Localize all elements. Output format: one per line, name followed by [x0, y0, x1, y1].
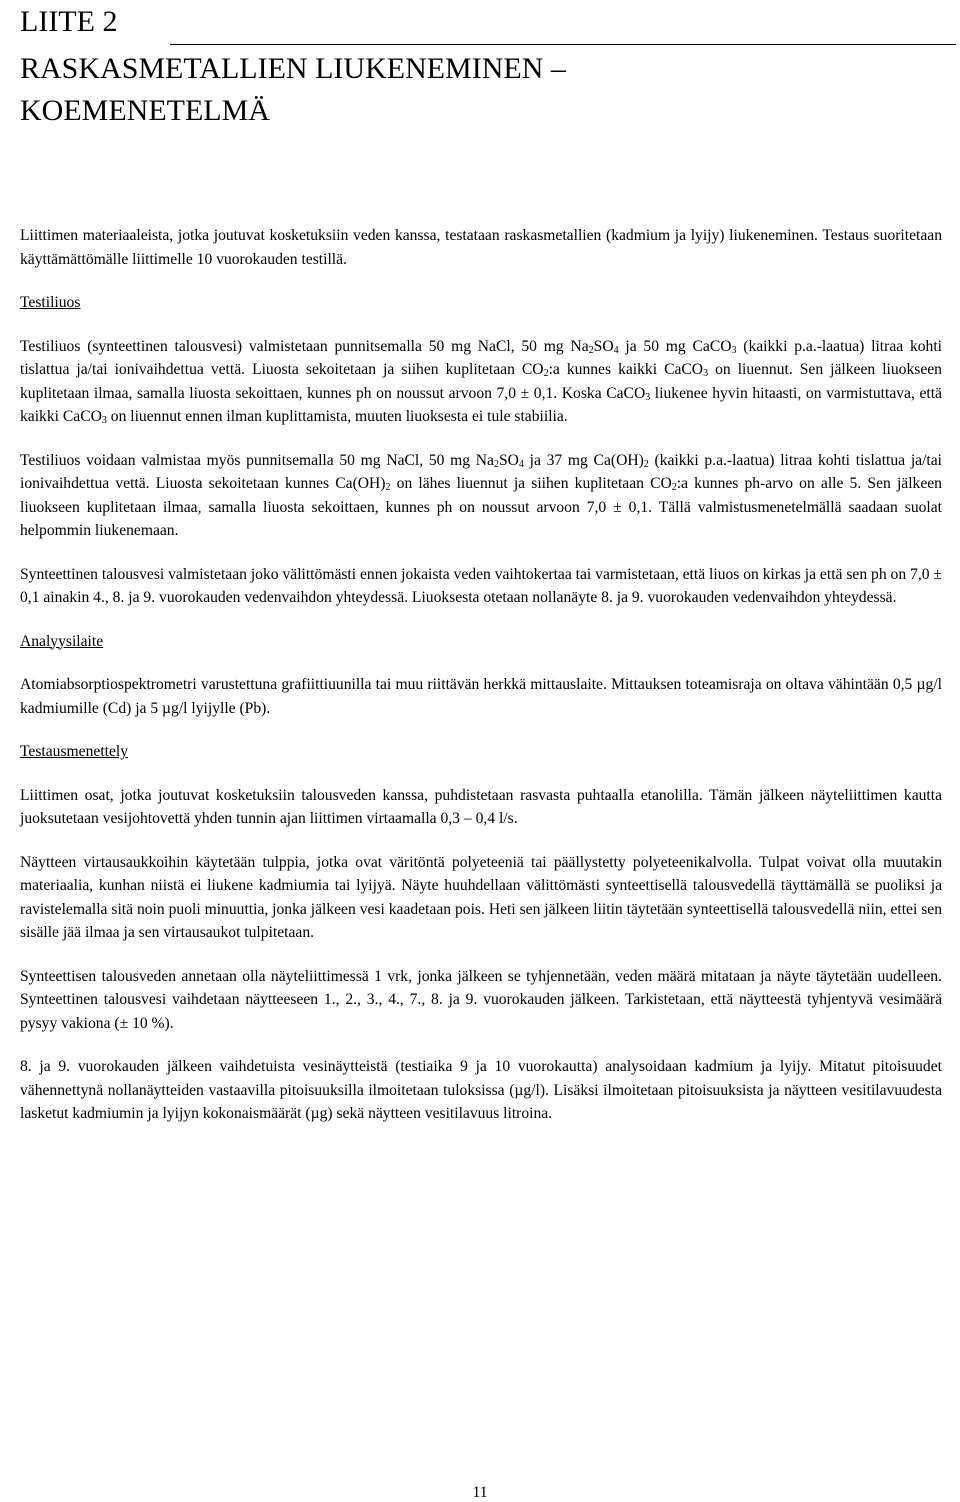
page-number: 11 — [472, 1484, 488, 1501]
testausmenettely-paragraph-3: Synteettisen talousveden annetaan olla näyteliittimessä 1 vrk, jonka jälkeen se tyhjennetään, veden määrä mitataan ja näyte täytetään uudelleen. Synteettinen talousvesi vaihdetaan näytteeseen 1., 2., 3., 4., 7., 8. ja 9. vuorokauden jälkeen. Tarkistetaan, että näytteestä tyhjentyvä vesimäärä pysyy vakiona (± 10 %). — [20, 967, 942, 1032]
testiliuos-paragraph-1: Testiliuos (synteettinen talousvesi) valmistetaan punnitsemalla 50 mg NaCl, 50 mg $Na_2SO_4$ ja 50 mg CaCO$_3$ (kaikki p.a.-laatua) litraa kohti tislattua ja/tai ionivaihdettua vettä. Liuosta sekoitetaan ja siihen kuplitetaan $CO_2:a$ kunnes kaikki CaCO$_3$ on liuennut. Sen jälkeen liuokseen kuplitetaan ilmaa, samalla liuosta sekoittaen, kunnes ph on noussut arvoon 7,0 ± 0,1. Koska CaCO$_3$ liukenee hyvin hitaasti, on varmistuttava, että kaikki CaCO$_3$ on liuennut ennen ilman kuplittamista, muuten liuoksesta ei tule stabiilia. — [20, 337, 942, 426]
section-heading-testausmenettely: Testausmenettely — [20, 743, 129, 760]
analyysilaite-paragraph: Atomiabsorptiospektrometri varustettuna grafiittiuunilla tai muu riittävän herkkä mittauslaite. Mittauksen toteamisraja on oltava vähintään 0,5 µg/l kadmiumille (Cd) ja 5 µg/l lyijylle (Pb). — [20, 676, 942, 717]
page-title — [20, 48, 956, 132]
testiliuos-paragraph-3: Synteettinen talousvesi valmistetaan joko välittömästi ennen jokaista veden vaihtokertaa tai varmistetaan, että liuos on kirkas ja että sen ph on 7,0 ± 0,1 ainakin 4., 8. ja 9. vuorokauden vedenvaihdon yhteydessä. Liuoksesta otetaan nollanäyte 8. ja 9. vuorokauden vedenvaihdon yhteydessä. — [20, 565, 942, 606]
header-divider — [170, 44, 956, 45]
page-header — [20, 4, 956, 132]
testiliuos-paragraph-2: Testiliuos voidaan valmistaa myös punnitsemalla 50 mg NaCl, 50 mg $Na_2SO_4$ ja 37 mg $Ca(OH)_2$ (kaikki p.a.-laatua) litraa kohti tislattua ja/tai ionivaihdettua vettä. Liuosta sekoitetaan kunnes $Ca(OH)_2$ on lähes liuennut ja siihen kuplitetaan $CO_2:a$ kunnes ph-arvo on alle 5. Sen jälkeen liuokseen kuplitetaan ilmaa, samalla liuosta sekoittaen, kunnes ph on noussut arvoon 7,0 ± 0,1. Tällä valmistusmenetelmällä saadaan suolat helpommin liukenemaan. — [20, 451, 942, 539]
testausmenettely-paragraph-1: Liittimen osat, jotka joutuvat kosketuksiin talousveden kanssa, puhdistetaan rasvasta puhtaalla etanolilla. Tämän jälkeen näyteliittimen kautta juoksutetaan vesijohtovettä yhden tunnin ajan liittimen virtaamalla 0,3 – 0,4 l/s. — [20, 786, 942, 827]
title-line-1: RASKASMETALLIEN LIUKENEMINEN – — [20, 52, 566, 85]
document-body — [20, 224, 942, 1146]
testausmenettely-paragraph-4: 8. ja 9. vuorokauden jälkeen vaihdetuista vesinäytteistä (testiaika 9 ja 10 vuorokautta) analysoidaan kadmium ja lyijy. Mitatut pitoisuudet vähennettynä nollanäytteiden vastaavilla pitoisuuksilla ilmoitetaan tuloksissa (µg/l). Lisäksi ilmoitetaan pitoisuuksista ja näytteen vesitilavuudesta lasketut kadmiumin ja lyijyn kokonaismäärät (µg) sekä näytteen vesitilavuus litroina. — [20, 1058, 942, 1122]
appendix-label: LIITE 2 — [20, 5, 118, 38]
intro-paragraph: Liittimen materiaaleista, jotka joutuvat kosketuksiin veden kanssa, testataan raskasmetallien (kadmium ja lyijy) liukeneminen. Testaus suoritetaan käyttämättömälle liittimelle 10 vuorokauden testillä. — [20, 227, 942, 268]
title-line-2: KOEMENETELMÄ — [20, 94, 270, 127]
testausmenettely-paragraph-2: Näytteen virtausaukkoihin käytetään tulppia, jotka ovat väritöntä polyeteeniä tai päällystetty polyeteenikalvolla. Tulpat voivat olla muutakin materiaalia, kunhan niistä ei liukene kadmiumia tai lyijyä. Näyte huuhdellaan välittömästi synteettisellä talousvedellä täyttämällä se puoliksi ja ravistelemalla sitä noin puoli minuuttia, jonka jälkeen vesi kaadetaan pois. Heti sen jälkeen liitin täytetään synteettisellä talousvedellä niin, ettei sen sisälle jää ilmaa ja sen virtausaukot tulpitetaan. — [20, 853, 942, 941]
section-heading-testiliuos: Testiliuos — [20, 294, 81, 311]
section-heading-analyysilaite: Analyysilaite — [20, 632, 104, 650]
